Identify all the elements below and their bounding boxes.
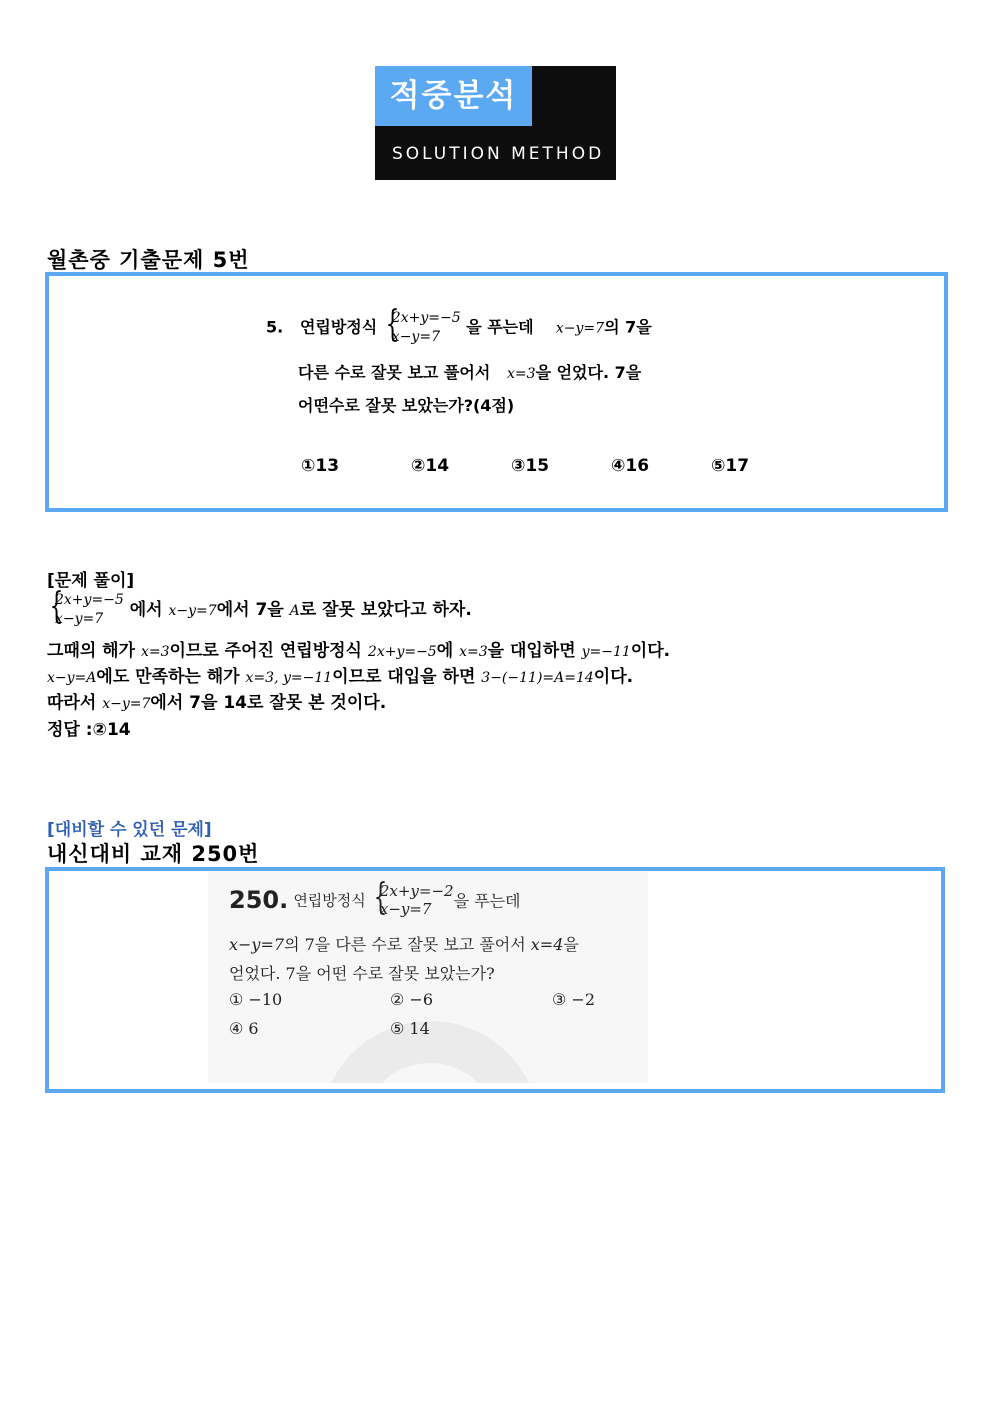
solution-l4m1: x−y=7 [102,696,151,712]
solution-l2b: 이므로 주어진 연립방정식 [169,641,362,661]
solution-l2m2: 2x+y=−5 [367,644,437,660]
problem-box-1 [45,272,948,512]
solution-l1b: 에서 7을 [216,600,284,620]
solution-l3m3: 3−(−11)=A=14 [481,670,594,686]
solution-line1 [47,591,472,629]
problem2-line2 [229,932,579,955]
section2-label: [대비할 수 있던 문제] [47,820,212,840]
problem1-lead: 연립방정식 [299,317,378,337]
problem2-choice-1: ① −10 [229,990,283,1009]
problem1-mid: 을 푸는데 [466,317,534,337]
problem1-number: 5. [266,317,284,337]
solution-line2 [47,636,670,661]
solution-l2m1: x=3 [140,644,170,660]
section2-title: 내신대비 교재 250번 [47,842,260,866]
solution-line4 [47,688,386,713]
problem2-choice-2: ② −6 [390,990,434,1009]
problem2-line2c: x=4 [530,935,564,954]
solution-l3m2: x=3, y=−11 [245,670,333,686]
problem2-eq1: { 2x+y=−2 [379,882,454,900]
problem2-number: 250. [229,886,289,914]
problem1-eq1: { 2x+y=−5 [391,310,461,326]
solution-method-badge [375,66,616,180]
problem2-choice-3: ③ −2 [552,990,596,1009]
choice-2: ②14 [411,456,450,476]
problem1-line2-eq: x=3 [507,366,536,382]
solution-l3b: 이므로 대입을 하면 [332,667,476,687]
choice-3: ③15 [511,456,550,476]
solution-l2m4: y=−11 [581,644,631,660]
problem1-eq2: x−y=7 [391,329,440,345]
solution-l2d: 을 대입하면 [487,641,576,661]
solution-answer: 정답 :②14 [47,720,131,740]
solution-l1m2: A [289,603,300,619]
problem2-choice-4: ④ 6 [229,1019,259,1038]
problem1-system [383,309,461,347]
problem1-line2b: 을 얻었다. 7을 [535,363,642,382]
problem2-line2b: 의 7을 다른 수로 잘못 보고 풀어서 [284,935,526,954]
solution-l4b: 에서 7을 14로 잘못 본 것이다. [150,693,387,713]
solution-l3a: 에도 만족하는 해가 [96,667,240,687]
problem1-inline-eq: x−y=7 [555,320,605,337]
choice-5: ⑤17 [711,456,750,476]
badge-title: 적중분석 [375,66,532,126]
section1-title: 월촌중 기출문제 5번 [47,248,250,272]
solution-l4a: 따라서 [47,693,97,713]
solution-l2e: 이다. [630,641,671,661]
solution-eq1: { 2x+y=−5 [55,592,124,608]
badge-subtitle: SOLUTION METHOD [392,144,605,164]
problem2-line1 [229,882,521,918]
problem2-choice-5: ⑤ 14 [390,1019,430,1038]
solution-eq2: x−y=7 [55,611,104,627]
problem2-system [371,882,454,918]
solution-heading: [문제 풀이] [47,571,135,591]
problem1-after-eq: 의 7을 [604,317,652,337]
problem1-line1 [266,309,652,347]
problem2-line2a: x−y=7 [229,935,285,954]
choice-1: ①13 [301,456,340,476]
problem1-line2a: 다른 수로 잘못 보고 풀어서 [298,363,491,382]
problem1-line2 [298,360,641,383]
problem2-line2d: 을 [563,935,579,954]
solution-l1m1: x−y=7 [168,603,217,619]
problem2-tail: 을 푸는데 [453,891,521,911]
watermark-logo [320,1021,540,1083]
solution-l2a: 그때의 해가 [47,641,136,661]
solution-l1a: 에서 [129,600,163,620]
solution-l3m1: x−y=A [47,670,97,686]
problem1-line3: 어떤수로 잘못 보았는가?(4점) [298,396,515,415]
problem2-line3: 얻었다. 7을 어떤 수로 잘못 보았는가? [229,964,495,983]
choice-4: ④16 [611,456,650,476]
problem2-eq2: x−y=7 [379,900,432,918]
solution-l2c: 에 [436,641,454,661]
problem2-lead: 연립방정식 [293,891,366,910]
solution-l1c: 로 잘못 보았다고 하자. [299,600,472,620]
solution-line3 [47,662,633,687]
solution-l2m3: x=3 [459,644,488,660]
solution-system [47,591,124,629]
solution-l3c: 이다. [593,667,634,687]
